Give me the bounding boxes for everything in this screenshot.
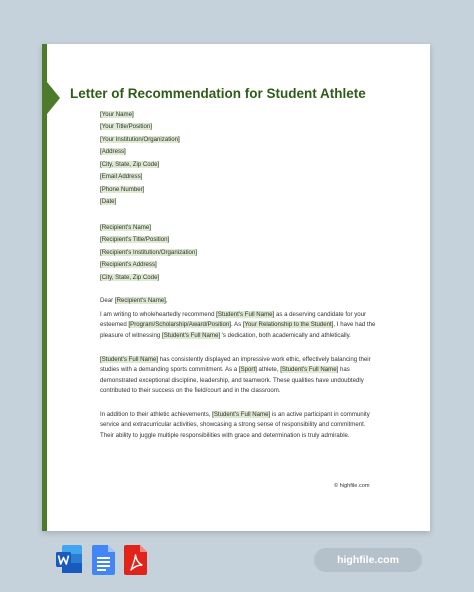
pdf-icon[interactable]	[122, 543, 150, 577]
recipient-city: [City, State, Zip Code]	[100, 273, 160, 281]
recipient-title: [Recipient's Title/Position]	[100, 236, 170, 244]
student-name: [Student's Full Name]	[100, 356, 159, 363]
sender-email: [Email Address]	[100, 173, 143, 181]
greeting: Dear [Recipient's Name],	[100, 297, 168, 304]
paragraph-1: I am writing to wholeheartedly recommend [Student's Full Name] as a deserving candidate for your esteemed [Program/Scholarship/Award/Position]. As [Your Relationship to the Student], I have had the pleasure of witnessing [Student's Full Name] 's dedication, both academically and athletically.	[100, 311, 376, 339]
paragraph-3: In addition to their athletic achievements, [Student's Full Name] is an active participant in community service and extracurricular activities, showcasing a strong sense of responsibility and commitment. Their ability to juggle multiple responsibilities with grace and determination is truly admirable.	[100, 411, 370, 439]
sender-address: [Address]	[100, 148, 126, 156]
recipient-block	[100, 223, 380, 285]
student-name: [Student's Full Name]	[216, 311, 275, 318]
letter-date: [Date]	[100, 198, 117, 206]
sender-title: [Your Title/Position]	[100, 123, 152, 131]
sender-block	[100, 110, 380, 210]
student-name: [Student's Full Name]	[162, 331, 221, 339]
relationship: [Your Relationship to the Student]	[242, 321, 334, 329]
sender-institution: [Your Institution/Organization]	[100, 135, 180, 143]
recipient-institution: [Recipient's Institution/Organization]	[100, 248, 198, 256]
brand-badge[interactable]: highfile.com	[314, 548, 422, 572]
accent-bar	[42, 44, 47, 531]
letter-title: Letter of Recommendation for Student Athlete	[70, 86, 366, 101]
student-name: [Student's Full Name]	[280, 366, 339, 374]
sport-name: [Sport]	[238, 366, 257, 374]
paragraph-2: [Student's Full Name] has consistently displayed an impressive work ethic, effectively balancing their studies with a demanding sports commitment. As a [Sport] athlete, [Student's Full Name] has demonstrated exceptional discipline, leadership, and teamwork. These qualities have undoubtedly contributed to their success on the field/court and in the classroom.	[100, 356, 371, 395]
google-docs-icon[interactable]	[90, 543, 118, 577]
word-icon[interactable]	[56, 543, 84, 577]
student-name: [Student's Full Name]	[212, 411, 271, 418]
sender-city: [City, State, Zip Code]	[100, 160, 160, 168]
sender-name: [Your Name]	[100, 111, 134, 118]
recipient-name: [Recipient's Name]	[100, 224, 151, 231]
recipient-address: [Recipient's Address]	[100, 261, 157, 269]
greeting-name: [Recipient's Name]	[114, 297, 166, 304]
accent-arrow	[47, 82, 60, 114]
credit-text: © highfile.com	[334, 483, 370, 489]
program-name: [Program/Scholarship/Award/Position]	[128, 321, 231, 329]
sender-phone: [Phone Number]	[100, 185, 145, 193]
